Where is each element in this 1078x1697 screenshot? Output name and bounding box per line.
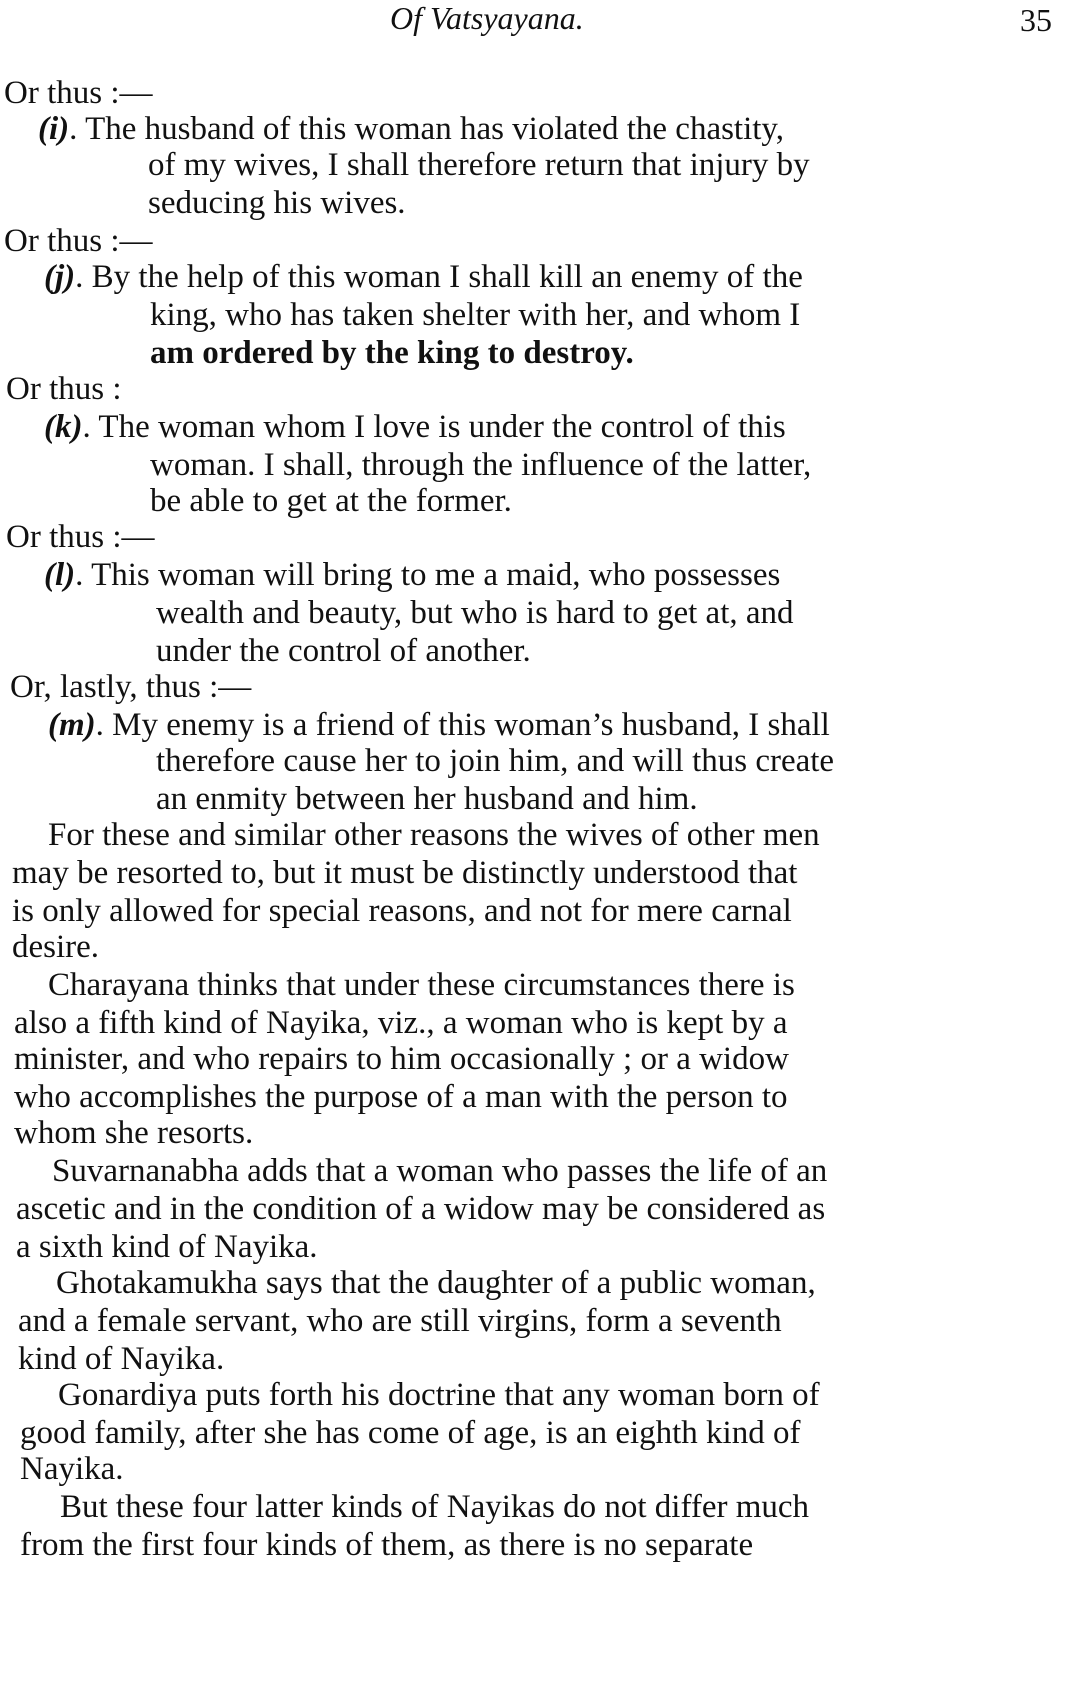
paragraph-line: good family, after she has come of age, is an eighth kind of bbox=[20, 1415, 801, 1451]
paragraph-line: But these four latter kinds of Nayikas do not differ much bbox=[60, 1489, 810, 1525]
section-item-line: (k). The woman whom I love is under the control of this bbox=[44, 409, 786, 445]
paragraph-line: Charayana thinks that under these circumstances there is bbox=[48, 967, 795, 1003]
section-item-line: woman. I shall, through the influence of the latter, bbox=[150, 447, 812, 483]
section-item-line: (l). This woman will bring to me a maid, who possesses bbox=[44, 557, 781, 593]
section-intro: Or thus :— bbox=[4, 75, 153, 111]
item-label: (k) bbox=[44, 409, 83, 445]
paragraph-line: Gonardiya puts forth his doctrine that any woman born of bbox=[58, 1377, 820, 1413]
item-label: (m) bbox=[48, 707, 96, 743]
section-intro: Or thus :— bbox=[6, 519, 155, 555]
section-item-line: king, who has taken shelter with her, and whom I bbox=[150, 297, 801, 333]
section-intro: Or thus :— bbox=[4, 223, 153, 259]
page-number: 35 bbox=[1020, 2, 1052, 38]
section-item-line: (i). The husband of this woman has violated the chastity, bbox=[38, 111, 785, 147]
section-intro: Or, lastly, thus :— bbox=[10, 669, 252, 705]
section-item-line: therefore cause her to join him, and will thus create bbox=[156, 743, 835, 779]
running-head-title: Of Vatsyayana. bbox=[390, 0, 584, 36]
paragraph-line: For these and similar other reasons the wives of other men bbox=[48, 817, 820, 853]
section-item-line: seducing his wives. bbox=[148, 185, 406, 221]
section-item-line: an enmity between her husband and him. bbox=[156, 781, 698, 817]
paragraph-line: Suvarnanabha adds that a woman who passes the life of an bbox=[52, 1153, 828, 1189]
section-intro: Or thus : bbox=[6, 371, 122, 407]
section-item-line: (j). By the help of this woman I shall kill an enemy of the bbox=[44, 259, 803, 295]
paragraph-line: minister, and who repairs to him occasionally ; or a widow bbox=[14, 1041, 789, 1077]
section-item-line: wealth and beauty, but who is hard to get at, and bbox=[156, 595, 794, 631]
item-label: (j) bbox=[44, 259, 76, 295]
paragraph-line: whom she resorts. bbox=[14, 1115, 254, 1151]
section-item-line: of my wives, I shall therefore return that injury by bbox=[148, 147, 810, 183]
paragraph-line: also a fifth kind of Nayika, viz., a woman who is kept by a bbox=[14, 1005, 788, 1041]
paragraph-line: may be resorted to, but it must be distinctly understood that bbox=[12, 855, 798, 891]
paragraph-line: kind of Nayika. bbox=[18, 1341, 225, 1377]
paragraph-line: and a female servant, who are still virgins, form a seventh bbox=[18, 1303, 782, 1339]
paragraph-line: Nayika. bbox=[20, 1451, 124, 1487]
paragraph-line: a sixth kind of Nayika. bbox=[16, 1229, 318, 1265]
section-item-line: be able to get at the former. bbox=[150, 483, 512, 519]
section-item-line: under the control of another. bbox=[156, 633, 531, 669]
section-item-line: am ordered by the king to destroy. bbox=[150, 335, 634, 371]
item-label: (i) bbox=[38, 111, 70, 147]
paragraph-line: is only allowed for special reasons, and not for mere carnal bbox=[12, 893, 792, 929]
paragraph-line: ascetic and in the condition of a widow may be considered as bbox=[16, 1191, 826, 1227]
paragraph-line: desire. bbox=[12, 929, 100, 965]
paragraph-line: from the first four kinds of them, as there is no separate bbox=[20, 1527, 754, 1563]
item-label: (l) bbox=[44, 557, 76, 593]
section-item-line: (m). My enemy is a friend of this woman’s husband, I shall bbox=[48, 707, 830, 743]
running-head bbox=[0, 0, 1078, 40]
paragraph-line: who accomplishes the purpose of a man with the person to bbox=[14, 1079, 788, 1115]
paragraph-line: Ghotakamukha says that the daughter of a public woman, bbox=[56, 1265, 816, 1301]
